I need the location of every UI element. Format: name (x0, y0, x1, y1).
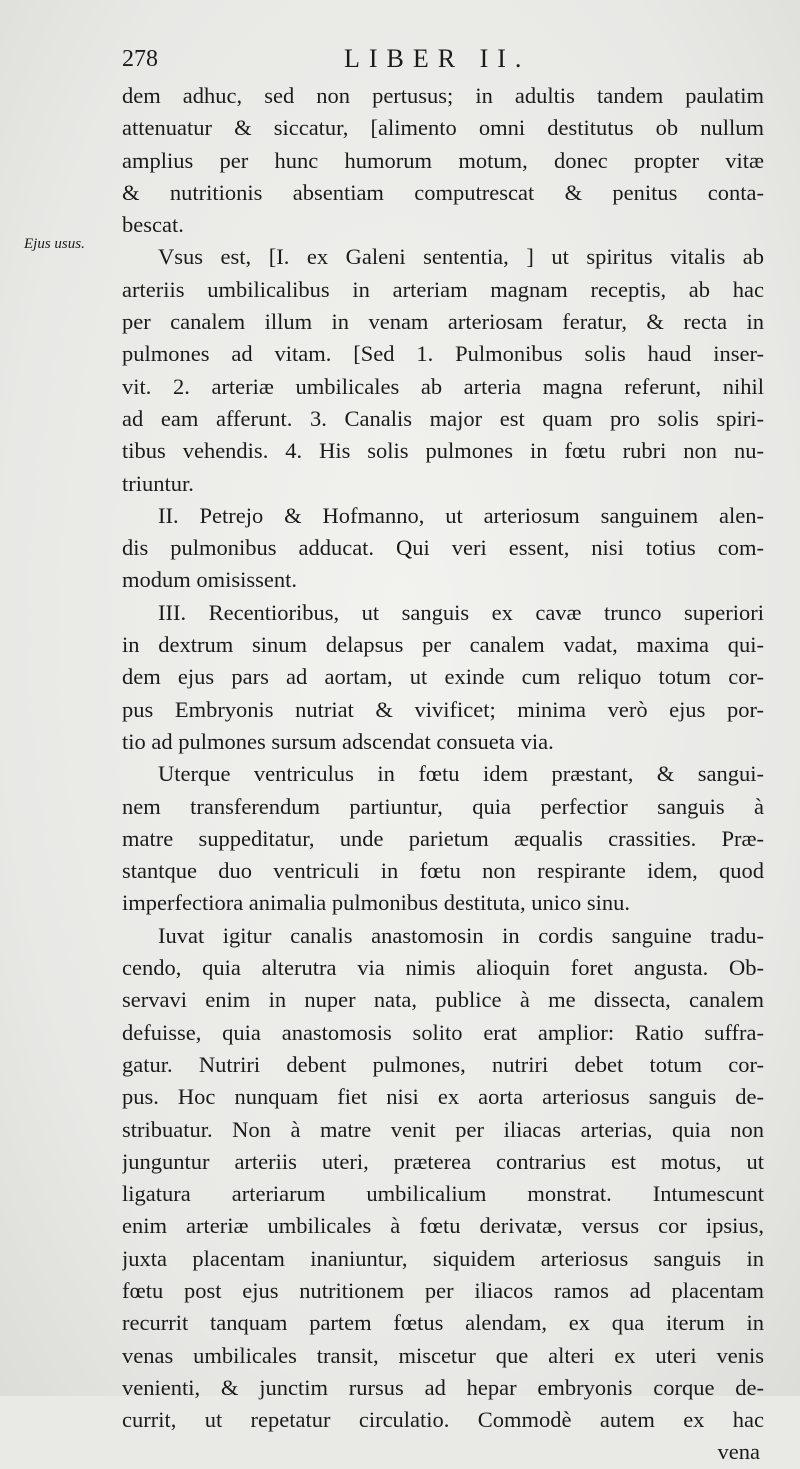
text-line: defuisse, quia anastomosis solito erat amplior: Ratio suffra- (122, 1019, 764, 1045)
text-line: in dextrum sinum delapsus per canalem vadat, maxima qui- (122, 632, 764, 658)
text-line: triuntur. (122, 470, 194, 496)
text-line: & nutritionis absentiam computrescat & penitus conta- (122, 179, 764, 205)
text-line: recurrit tanquam partem fœtus alendam, ex qua iterum in (122, 1310, 764, 1336)
page-number: 278 (122, 46, 158, 72)
text-line: modum omisissent. (122, 567, 298, 593)
text-line: gatur. Nutriri debent pulmones, nutriri debet totum cor- (122, 1051, 764, 1077)
text-line: dem ejus pars ad aortam, ut exinde cum reliquo totum cor- (122, 664, 764, 690)
text-line: dis pulmonibus adducat. Qui veri essent, nisi totius com- (122, 535, 764, 561)
text-line: III. Recentioribus, ut sanguis ex cavæ trunco superiori (158, 599, 764, 625)
text-line: dem adhuc, sed non pertusus; in adultis tandem paulatim (122, 83, 764, 108)
text-line: servavi enim in nuper nata, publice à me dissecta, canalem (122, 987, 764, 1013)
text-line: tio ad pulmones sursum adscendat consueta via. (122, 728, 554, 754)
text-line: per canalem illum in venam arteriosam feratur, & recta in (122, 309, 764, 335)
text-line: imperfectiora animalia pulmonibus destituta, unico sinu. (122, 890, 631, 916)
text-line: junguntur arteriis uteri, præterea contrarius est motus, ut (122, 1148, 764, 1174)
text-line: tibus vehendis. 4. His solis pulmones in fœtu rubri non nu- (122, 438, 764, 464)
text-line: fœtu post ejus nutritionem per iliacos ramos ad placentam (122, 1277, 764, 1303)
text-line: bescat. (122, 212, 184, 238)
page-header (122, 40, 762, 80)
margin-note: Ejus usus. (24, 236, 85, 252)
text-line: currit, ut repetatur circulatio. Commodè autem ex hac (122, 1407, 764, 1433)
text-line: attenuatur & siccatur, [alimento omni destitutus ob nullum (122, 115, 764, 141)
text-line: Vsus est, [I. ex Galeni sententia, ] ut spiritus vitalis ab (158, 244, 764, 270)
text-line: nem transferendum partiuntur, quia perfectior sanguis à (122, 793, 764, 819)
text-line: II. Petrejo & Hofmanno, ut arteriosum sanguinem alen- (158, 502, 764, 528)
text-line: stantque duo ventriculi in fœtu non respirante idem, quod (122, 858, 764, 884)
body-text (122, 80, 764, 1469)
text-line: cendo, quia alterutra via nimis alioquin foret angusta. Ob- (122, 955, 764, 981)
running-head: LIBER II. (344, 44, 531, 73)
text-line: pus Embryonis nutriat & vivificet; minima verò ejus por- (122, 696, 764, 722)
text-line: matre suppeditatur, unde parietum æqualis crassities. Præ- (122, 825, 764, 851)
text-line: venas umbilicales transit, miscetur que alteri ex uteri venis (122, 1342, 764, 1368)
text-line: juxta placentam inaniuntur, siquidem arteriosus sanguis in (122, 1245, 764, 1271)
text-line: amplius per hunc humorum motum, donec propter vitæ (122, 147, 764, 173)
text-line: vena (717, 1439, 760, 1465)
text-line: pulmones ad vitam. [Sed 1. Pulmonibus solis haud inser- (122, 341, 764, 367)
text-line: stribuatur. Non à matre venit per iliacas arterias, quia non (122, 1116, 764, 1142)
text-line: venienti, & junctim rursus ad hepar embryonis corque de- (122, 1374, 764, 1400)
text-line: Iuvat igitur canalis anastomosin in cordis sanguine tradu- (158, 922, 764, 948)
text-line: ligatura arteriarum umbilicalium monstrat. Intumescunt (122, 1181, 764, 1207)
text-line: ad eam afferunt. 3. Canalis major est quam pro solis spiri- (122, 405, 764, 431)
text-line: Uterque ventriculus in fœtu idem præstant, & sangui- (158, 761, 764, 787)
text-line: vit. 2. arteriæ umbilicales ab arteria magna referunt, nihil (122, 373, 764, 399)
text-line: pus. Hoc nunquam fiet nisi ex aorta arteriosus sanguis de- (122, 1084, 764, 1110)
text-line: arteriis umbilicalibus in arteriam magnam receptis, ab hac (122, 276, 764, 302)
text-line: enim arteriæ umbilicales à fœtu derivatæ, versus cor ipsius, (122, 1213, 764, 1239)
